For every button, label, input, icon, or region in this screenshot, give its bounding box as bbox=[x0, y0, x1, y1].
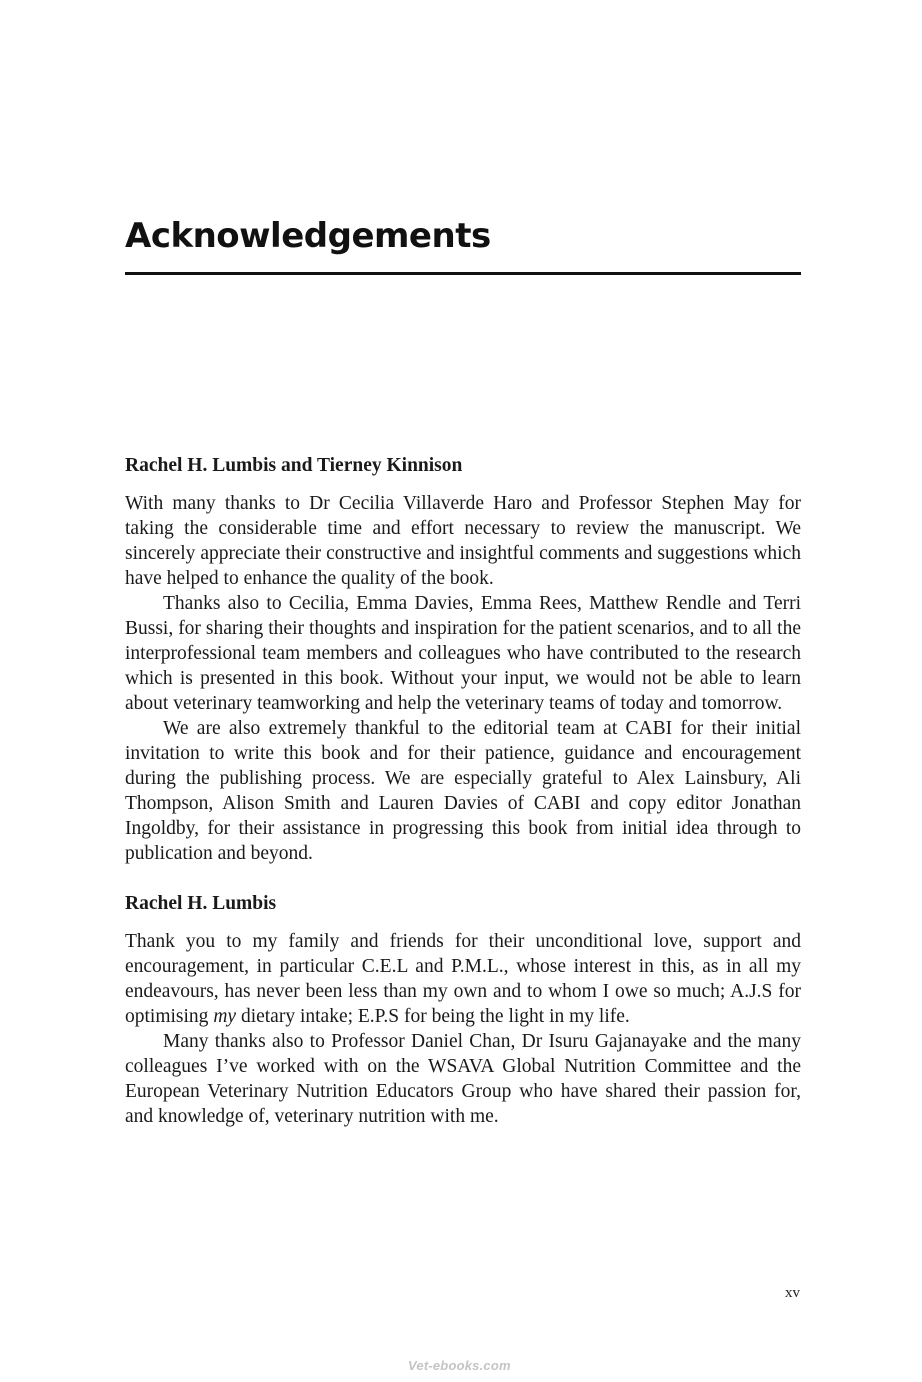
section-heading: Rachel H. Lumbis bbox=[125, 893, 277, 914]
paragraph: Thanks also to Cecilia, Emma Davies, Emma Rees, Matthew Rendle and Terri Bussi, for sharing their thoughts and inspiration for the patient scenarios, and to all the interprofessional team members and colleagues who have contributed to the research which is presented in this book. Without your input, we would not be able to learn about veterinary teamworking and help the veterinary teams of today and tomorrow. bbox=[125, 593, 801, 714]
watermark-logo: Vet-ebooks.com bbox=[408, 1358, 511, 1373]
paragraph bbox=[125, 929, 801, 1029]
title-rule bbox=[125, 272, 801, 275]
page-title: Acknowledgements bbox=[125, 216, 491, 256]
acknowledgements-body bbox=[125, 453, 801, 1129]
paragraph-text: Thank you to my family and friends for their unconditional love, support and encouragement, in particular C.E.L and P.M.L., whose interest in this, as in all my endeavours, has never been less than my own and to whom I owe so much; A.J.S for optimising bbox=[125, 931, 801, 1027]
section-lumbis-kinnison bbox=[125, 453, 801, 866]
emphasis-text: my bbox=[213, 1006, 237, 1027]
section-lumbis bbox=[125, 891, 801, 1129]
paragraph: Many thanks also to Professor Daniel Chan, Dr Isuru Gajanayake and the many colleagues I’ve worked with on the WSAVA Global Nutrition Committee and the European Veterinary Nutrition Educators Group who have shared their passion for, and knowledge of, veterinary nutrition with me. bbox=[125, 1031, 801, 1127]
paragraph: We are also extremely thankful to the editorial team at CABI for their initial invitation to write this book and for their patience, guidance and encouragement during the publishing process. We are especially grateful to Alex Lainsbury, Ali Thompson, Alison Smith and Lauren Davies of CABI and copy editor Jonathan Ingoldby, for their assistance in progressing this book from initial idea through to publication and beyond. bbox=[125, 718, 801, 864]
paragraph: With many thanks to Dr Cecilia Villaverde Haro and Professor Stephen May for taking the considerable time and effort necessary to review the manuscript. We sincerely appreciate their constructive and insightful comments and suggestions which have helped to enhance the quality of the book. bbox=[125, 493, 801, 589]
section-heading: Rachel H. Lumbis and Tierney Kinnison bbox=[125, 455, 463, 476]
page-number: xv bbox=[785, 1285, 800, 1301]
paragraph-text: dietary intake; E.P.S for being the light in my life. bbox=[236, 1006, 630, 1027]
